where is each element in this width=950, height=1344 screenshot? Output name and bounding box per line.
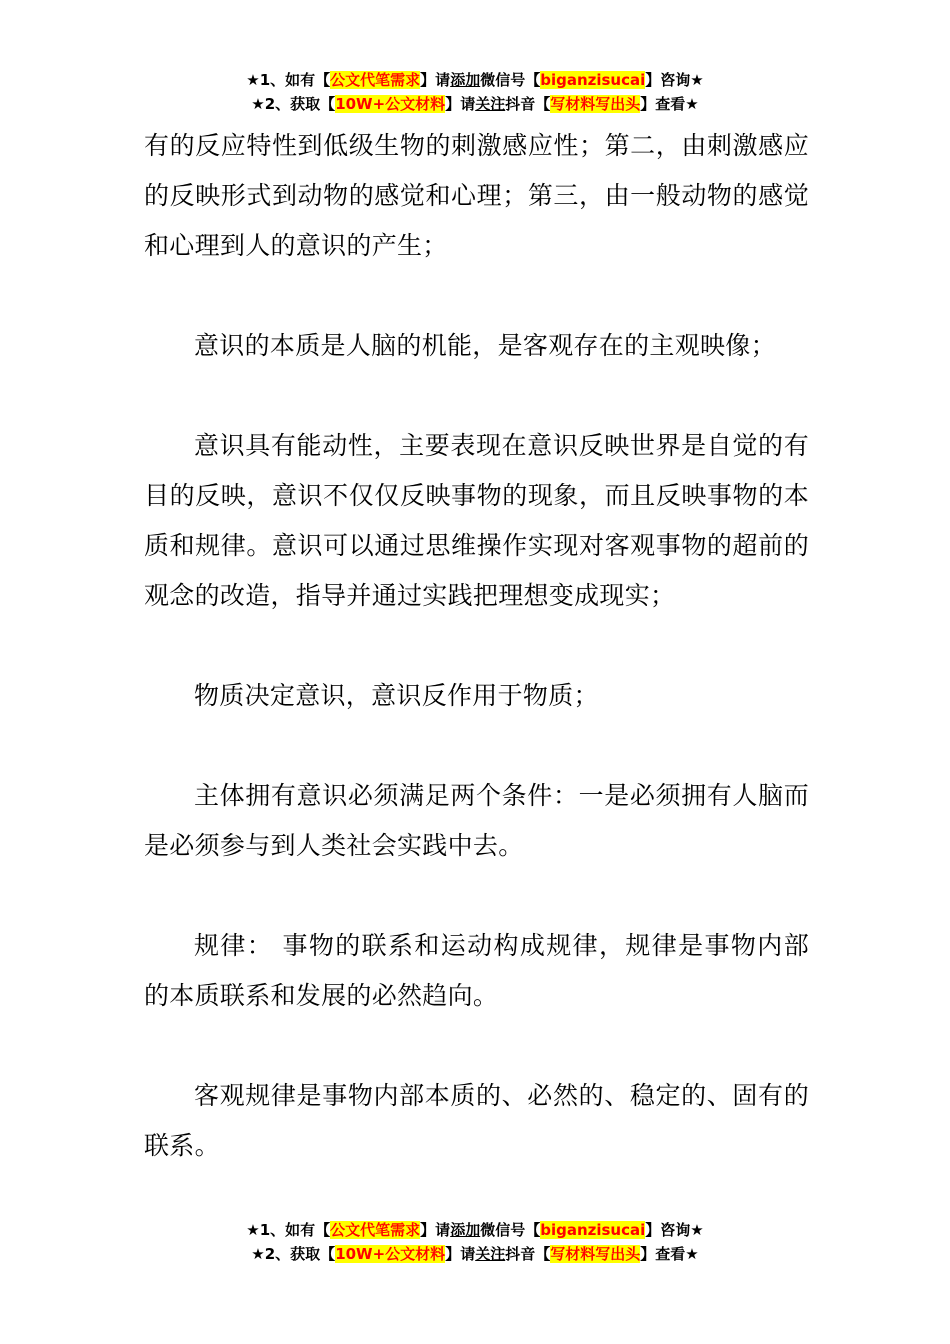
header-banner — [0, 68, 950, 116]
materials-highlight: 10W+公文材料 — [335, 95, 446, 113]
paragraph: 客观规律是事物内部本质的、必然的、稳定的、固有的联系。 — [144, 1081, 809, 1160]
footer-banner — [0, 1218, 950, 1266]
materials-highlight: 10W+公文材料 — [335, 1245, 446, 1263]
douyin-account-highlight: 写材料写出头 — [550, 95, 641, 113]
paragraph: 有的反应特性到低级生物的刺激感应性；第二，由刺激感应的反映形式到动物的感觉和心理；第三，由一般动物的感觉和心理到人的意识的产生； — [144, 131, 809, 260]
paragraph: 规律： 事物的联系和运动构成规律，规律是事物内部的本质联系和发展的必然趋向。 — [144, 931, 809, 1010]
paragraph: 意识的本质是人脑的机能，是客观存在的主观映像； — [194, 331, 776, 360]
document-body — [144, 121, 809, 1221]
service-highlight: 公文代笔需求 — [330, 1221, 421, 1239]
paragraph: 物质决定意识，意识反作用于物质； — [194, 681, 599, 710]
header-line-1: ★1、如有【公文代笔需求】请添加微信号【biganzisucai】咨询★ — [246, 71, 704, 89]
wechat-id-highlight: biganzisucai — [540, 1221, 646, 1239]
paragraph: 主体拥有意识必须满足两个条件：一是必须拥有人脑而是必须参与到人类社会实践中去。 — [144, 781, 809, 860]
footer-line-1: ★1、如有【公文代笔需求】请添加微信号【biganzisucai】咨询★ — [246, 1221, 704, 1239]
wechat-id-highlight: biganzisucai — [540, 71, 646, 89]
paragraph: 意识具有能动性，主要表现在意识反映世界是自觉的有目的反映，意识不仅仅反映事物的现象，而且反映事物的本质和规律。意识可以通过思维操作实现对客观事物的超前的观念的改造，指导并通过实践把理想变成现实； — [144, 431, 809, 610]
header-line-2: ★2、获取【10W+公文材料】请关注抖音【写材料写出头】查看★ — [251, 95, 699, 113]
douyin-account-highlight: 写材料写出头 — [550, 1245, 641, 1263]
footer-line-2: ★2、获取【10W+公文材料】请关注抖音【写材料写出头】查看★ — [251, 1245, 699, 1263]
service-highlight: 公文代笔需求 — [330, 71, 421, 89]
